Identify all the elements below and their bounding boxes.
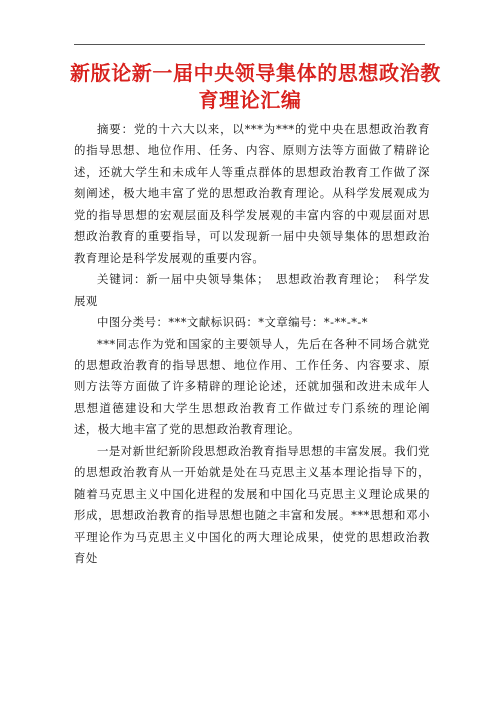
document-title (70, 60, 441, 114)
document-body (74, 119, 430, 570)
body-paragraph: 一是对新世纪新阶段思想政治教育指导思想的丰富发展。我们党的思想政治教育从一开始就是处在马克思主义基本理论指导下的，随着马克思主义中国化进程的发展和中国化马克思主义理论成果的形成，思想政治教育的指导思想也随之丰富和发展。***思想和邓小平理论作为马克思主义中国化的两大理论成果，使党的思想政治教育处 (74, 443, 430, 566)
title-line-2: 育理论汇编 (198, 88, 302, 112)
abstract-paragraph: 摘要：党的十六大以来，以***为***的党中央在思想政治教育的指导思想、地位作用、任务、内容、原则方法等方面做了精辟论述，还就大学生和未成年人等重点群体的思想政治教育工作做了深刻阐述，极大地丰富了党的思想政治教育理论。从科学发展观成为党的指导思想的宏观层面及科学发展观的丰富内容的中观层面对思想政治教育的重要指导，可以发现新一届中央领导集体的思想政治教育理论是科学发展观的重要内容。 (74, 122, 430, 265)
body-paragraph: ***同志作为党和国家的主要领导人，先后在各种不同场合就党的思想政治教育的指导思想、地位作用、工作任务、内容要求、原则方法等方面做了许多精辟的理论论述，还就加强和改进未成年人思想道德建设和大学生思想政治教育工作做过专门系统的理论阐述，极大地丰富了党的思想政治教育理论。 (74, 336, 430, 437)
title-line-1: 新版论新一届中央领导集体的思想政治教 (70, 61, 441, 85)
classification-paragraph: 中图分类号：***文献标识码：*文章编号：*-**-*-* (97, 315, 368, 330)
header-rule (74, 44, 425, 45)
keywords-paragraph: 关键词：新一届中央领导集体； 思想政治教育理论； 科学发展观 (74, 272, 430, 308)
